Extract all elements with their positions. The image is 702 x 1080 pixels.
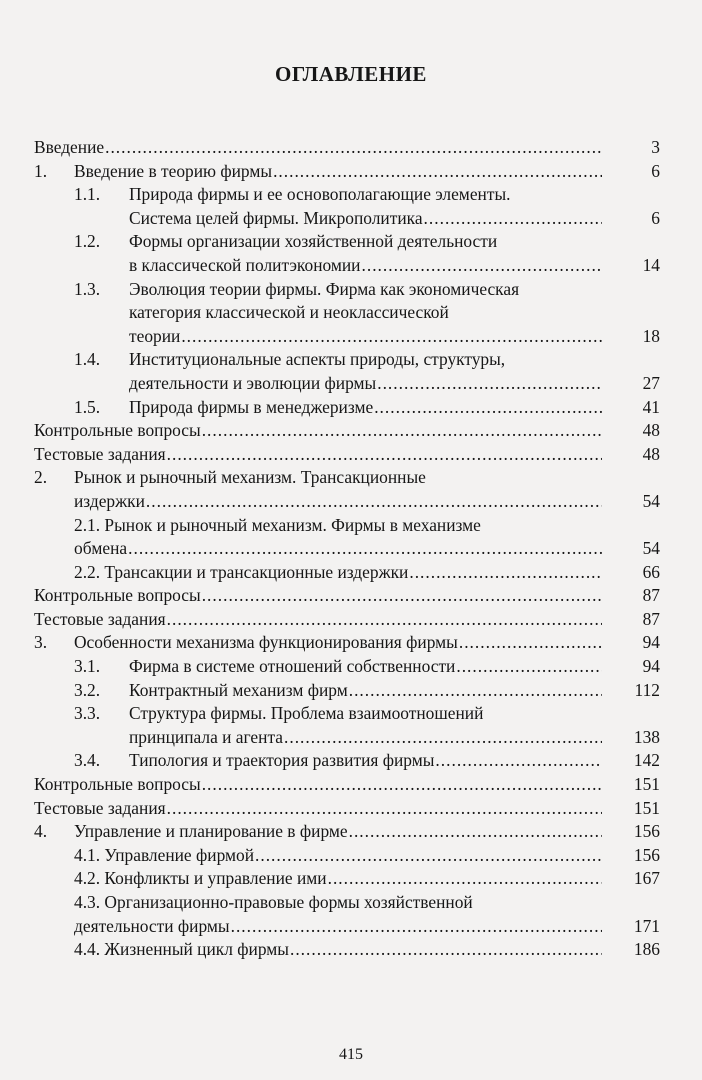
toc-page-number: 151 — [633, 774, 660, 795]
toc-entry-line: 4.2. Конфликты и управление ими — [74, 868, 327, 889]
toc-page-number: 156 — [633, 821, 660, 842]
toc-page-number: 112 — [634, 679, 660, 700]
toc-page-number: 66 — [642, 561, 660, 582]
toc-page-number: 6 — [651, 207, 660, 228]
toc-page-number: 6 — [651, 160, 660, 181]
dot-leader — [167, 797, 602, 821]
toc-entry-line: Контрольные вопросы — [34, 420, 201, 441]
toc-page-number: 138 — [633, 726, 660, 747]
toc-entry-line: 2.2. Трансакции и трансакционные издержки — [74, 561, 409, 582]
dot-leader — [424, 207, 602, 231]
toc-entry-number: 3.1. — [74, 656, 101, 677]
toc-entry — [34, 844, 660, 868]
toc-page-number: 94 — [642, 656, 660, 677]
toc-entry — [34, 183, 660, 230]
toc-entry-line: в классической политэкономии — [129, 254, 361, 275]
dot-leader — [284, 726, 602, 750]
toc-entry — [34, 938, 660, 962]
toc-entry — [34, 891, 660, 938]
toc-page-number: 171 — [633, 915, 660, 936]
toc-entry-title — [129, 679, 602, 703]
toc-entry-line: Природа фирмы в менеджеризме — [129, 396, 374, 417]
dot-leader — [290, 938, 602, 962]
toc-page-number: 48 — [642, 443, 660, 464]
toc-entry-line: теории — [129, 325, 181, 346]
toc-entry-title — [74, 820, 602, 844]
toc-entry-number: 4. — [34, 821, 48, 842]
toc-page-number: 167 — [633, 868, 660, 889]
toc-entry-number: 1. — [34, 160, 48, 181]
toc-entry-line: Введение в теорию фирмы — [74, 160, 273, 181]
toc-entry — [34, 702, 660, 749]
toc-entry — [34, 820, 660, 844]
toc-entry-title — [129, 278, 602, 349]
toc-entry — [34, 655, 660, 679]
toc-entry-title — [74, 160, 602, 184]
toc-entry — [34, 773, 660, 797]
toc-entry-line: издержки — [74, 490, 145, 511]
dot-leader — [377, 372, 602, 396]
toc-entry-line: Контрактный механизм фирм — [129, 679, 348, 700]
toc-entry-title — [74, 867, 602, 891]
toc-entry-title — [129, 230, 602, 277]
toc-entry-title — [74, 631, 602, 655]
dot-leader — [374, 396, 602, 420]
toc-entry-line: Контрольные вопросы — [34, 774, 201, 795]
page-number: 415 — [339, 1046, 363, 1063]
toc-entry-line: принципала и агента — [129, 726, 283, 747]
toc-entry-line: 4.3. Организационно-правовые формы хозяйственной — [74, 892, 473, 913]
toc-entry-line: Управление и планирование в фирме — [74, 821, 348, 842]
toc-entry — [34, 278, 660, 349]
toc-entry — [34, 584, 660, 608]
toc-entry-title — [129, 396, 602, 420]
table-of-contents — [34, 136, 660, 962]
toc-entry — [34, 561, 660, 585]
toc-entry-line: Природа фирмы и ее основополагающие элементы. — [129, 184, 511, 205]
toc-entry-title — [129, 749, 602, 773]
toc-entry — [34, 348, 660, 395]
toc-entry-number: 1.2. — [74, 231, 101, 252]
dot-leader — [167, 608, 602, 632]
toc-page-number: 151 — [633, 797, 660, 818]
toc-entry-line: Тестовые задания — [34, 797, 166, 818]
toc-entry-number: 1.1. — [74, 184, 101, 205]
toc-entry-number: 2. — [34, 467, 48, 488]
dot-leader — [409, 561, 602, 585]
toc-page-number: 18 — [642, 325, 660, 346]
dot-leader — [349, 679, 602, 703]
toc-entry-line: Особенности механизма функционирования фирмы — [74, 632, 458, 653]
dot-leader — [167, 443, 602, 467]
toc-page-number: 48 — [642, 420, 660, 441]
toc-entry-line: Формы организации хозяйственной деятельности — [129, 231, 498, 252]
toc-entry-number: 3. — [34, 632, 48, 653]
toc-entry — [34, 419, 660, 443]
toc-entry — [34, 749, 660, 773]
toc-page-number: 54 — [642, 490, 660, 511]
dot-leader — [105, 136, 602, 160]
toc-entry — [34, 608, 660, 632]
dot-leader — [255, 844, 602, 868]
toc-entry-line: деятельности фирмы — [74, 915, 230, 936]
toc-entry — [34, 443, 660, 467]
toc-page-number: 94 — [642, 632, 660, 653]
toc-entry-title — [34, 136, 602, 160]
toc-entry-number: 3.2. — [74, 679, 101, 700]
toc-page-number: 54 — [642, 538, 660, 559]
toc-entry-title — [34, 419, 602, 443]
toc-entry-line: Тестовые задания — [34, 443, 166, 464]
toc-entry-title — [129, 655, 602, 679]
dot-leader — [456, 655, 602, 679]
toc-entry-title — [34, 773, 602, 797]
dot-leader — [146, 490, 602, 514]
dot-leader — [202, 773, 602, 797]
dot-leader — [128, 537, 602, 561]
toc-entry-line: 4.1. Управление фирмой — [74, 844, 255, 865]
toc-entry-number: 1.4. — [74, 349, 101, 370]
toc-entry-title — [74, 844, 602, 868]
toc-entry — [34, 797, 660, 821]
toc-entry-title — [129, 702, 602, 749]
toc-entry-title — [34, 608, 602, 632]
toc-entry-title — [74, 891, 602, 938]
toc-entry — [34, 679, 660, 703]
toc-entry-title — [74, 514, 602, 561]
dot-leader — [362, 254, 603, 278]
toc-entry-title — [129, 183, 602, 230]
dot-leader — [459, 631, 602, 655]
toc-entry-line: Институциональные аспекты природы, структуры, — [129, 349, 506, 370]
toc-entry-line: Тестовые задания — [34, 608, 166, 629]
toc-page-number: 14 — [642, 254, 660, 275]
toc-entry-line: 2.1. Рынок и рыночный механизм. Фирмы в механизме — [74, 514, 481, 535]
toc-page-number: 142 — [633, 750, 660, 771]
dot-leader — [328, 867, 602, 891]
toc-entry — [34, 160, 660, 184]
toc-page-number: 186 — [633, 939, 660, 960]
toc-entry-line: Введение — [34, 137, 105, 157]
dot-leader — [273, 160, 602, 184]
toc-entry-line: Эволюция теории фирмы. Фирма как экономическая — [129, 278, 520, 299]
toc-entry-line: категория классической и неоклассической — [129, 302, 449, 323]
toc-entry-number: 1.3. — [74, 278, 101, 299]
dot-leader — [181, 325, 602, 349]
dot-leader — [435, 749, 602, 773]
toc-entry-line: 4.4. Жизненный цикл фирмы — [74, 939, 289, 960]
toc-entry-line: Система целей фирмы. Микрополитика — [129, 207, 423, 228]
toc-entry-number: 3.3. — [74, 703, 101, 724]
toc-entry-number: 1.5. — [74, 396, 101, 417]
toc-entry-title — [34, 797, 602, 821]
toc-entry-title — [34, 443, 602, 467]
toc-entry-line: Рынок и рыночный механизм. Трансакционные — [74, 467, 426, 488]
page-title: ОГЛАВЛЕНИЕ — [275, 62, 427, 86]
toc-entry-line: Структура фирмы. Проблема взаимоотношений — [129, 703, 484, 724]
toc-entry-title — [74, 561, 602, 585]
toc-page-number: 87 — [642, 608, 660, 629]
toc-entry — [34, 230, 660, 277]
toc-entry-title — [74, 938, 602, 962]
toc-page-number: 87 — [642, 585, 660, 606]
toc-page-number: 3 — [651, 137, 660, 157]
toc-page-number: 156 — [633, 844, 660, 865]
toc-entry-line: Контрольные вопросы — [34, 585, 201, 606]
dot-leader — [202, 419, 602, 443]
toc-entry — [34, 631, 660, 655]
toc-entry-line: деятельности и эволюции фирмы — [129, 372, 377, 393]
toc-entry — [34, 514, 660, 561]
dot-leader — [231, 915, 602, 939]
toc-entry-title — [34, 584, 602, 608]
toc-entry — [34, 396, 660, 420]
toc-page-number: 41 — [642, 396, 660, 417]
toc-entry — [34, 136, 660, 160]
toc-entry-line: Типология и траектория развития фирмы — [129, 750, 435, 771]
toc-entry-title — [129, 348, 602, 395]
toc-entry-title — [74, 466, 602, 513]
toc-page-number: 27 — [642, 372, 660, 393]
toc-entry-line: обмена — [74, 538, 128, 559]
dot-leader — [202, 584, 602, 608]
toc-entry — [34, 466, 660, 513]
toc-entry-number: 3.4. — [74, 750, 101, 771]
dot-leader — [349, 820, 602, 844]
toc-entry-line: Фирма в системе отношений собственности — [129, 656, 456, 677]
toc-entry — [34, 867, 660, 891]
